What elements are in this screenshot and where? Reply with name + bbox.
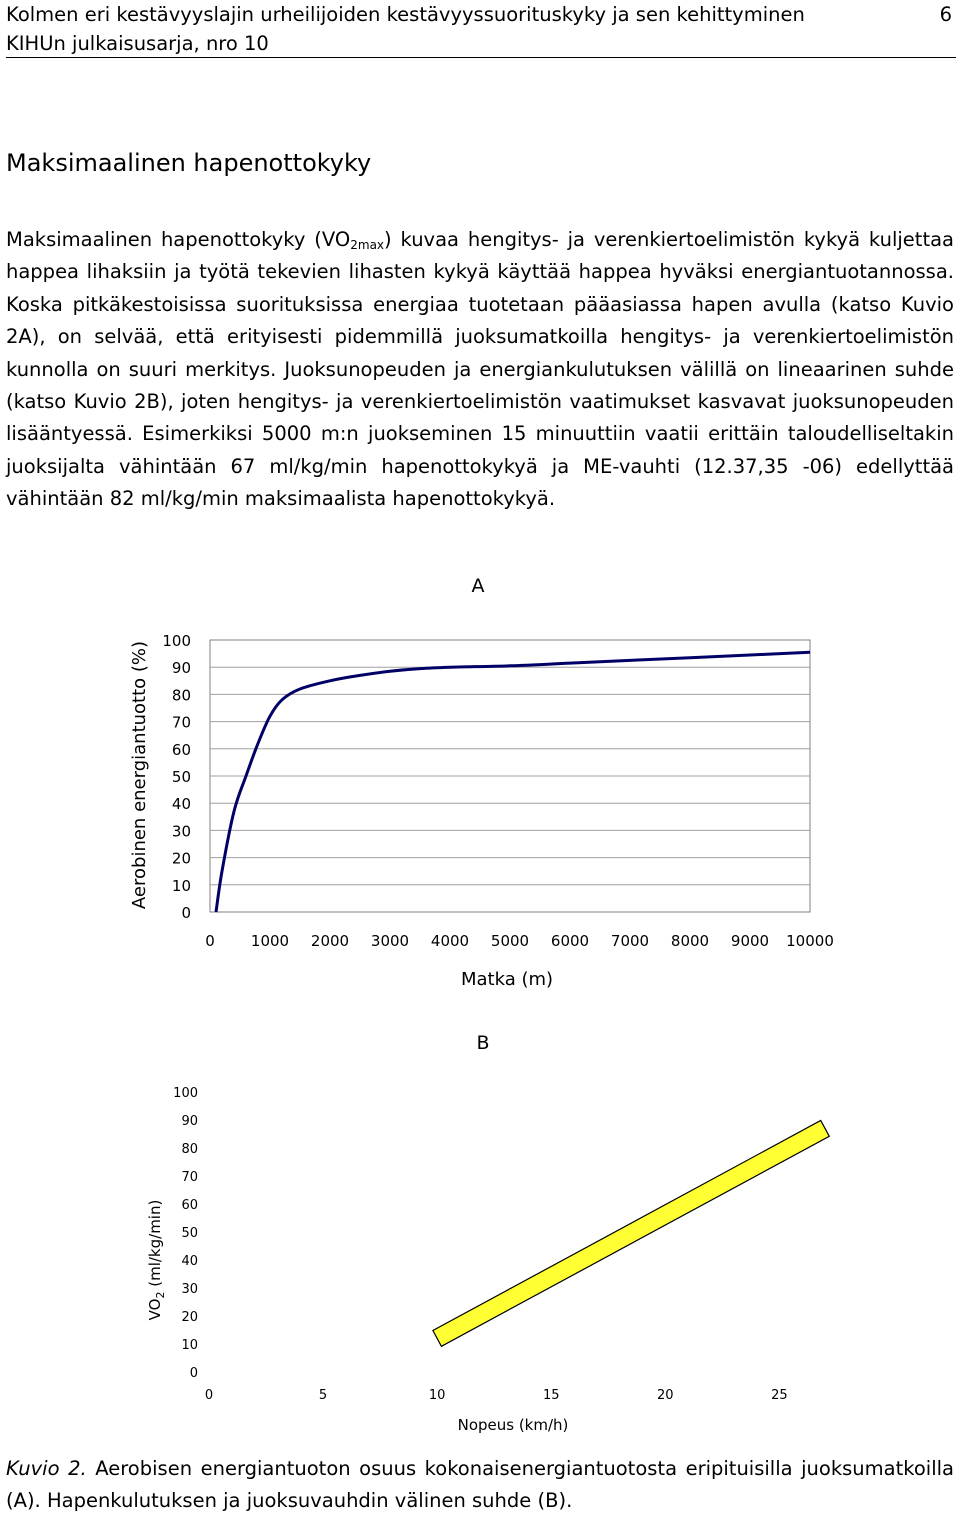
body-text-subscript: 2max bbox=[350, 238, 385, 252]
chart-b-y-tick-label: 70 bbox=[181, 1170, 198, 1185]
header-rule bbox=[6, 57, 956, 58]
chart-b bbox=[0, 1020, 960, 1450]
chart-b-y-tick-label: 30 bbox=[181, 1282, 198, 1297]
chart-a-x-tick-label: 1000 bbox=[250, 932, 290, 950]
body-text-part2: ) kuvaa hengitys- ja verenkiertoelimistön kykyä kuljettaa happea lihaksiin ja työtä tekevien lihasten kykyä käyttää happea hyväksi energiantuotannossa. Koska pitkäkestoisissa suorituksissa energiaa tuotetaan pääasiassa hapen avulla (katso Kuvio 2A), on selvää, että erityisesti pidemmillä juoksumatkoilla hengitys- ja verenkiertoelimistön kunnolla on suuri merkitys. Juoksunopeuden ja energiankulutuksen välillä on lineaarinen suhde (katso Kuvio 2B), joten hengitys- ja verenkiertoelimistön vaatimukset kasvavat juoksunopeuden lisääntyessä. Esimerkiksi 5000 m:n juokseminen 15 minuuttiin vaatii erittäin taloudelliseltakin juoksijalta vähintään 67 ml/kg/min hapenottokykyä ja ME-vauhti (12.37,35 -06) edellyttää vähintään 82 ml/kg/min maksimaalista hapenottokykyä. bbox=[6, 228, 954, 511]
chart-a-y-tick-label: 50 bbox=[171, 768, 191, 786]
chart-a-y-tick-label: 80 bbox=[171, 686, 191, 705]
chart-a-y-ticks bbox=[162, 632, 191, 922]
chart-a-x-tick-label: 3000 bbox=[370, 932, 410, 950]
chart-b-y-tick-label: 60 bbox=[181, 1198, 198, 1213]
chart-b-y-tick-label: 20 bbox=[181, 1310, 198, 1325]
chart-b-y-tick-label: 50 bbox=[181, 1226, 198, 1241]
chart-b-y-ticks bbox=[173, 1086, 198, 1381]
caption-text: Aerobisen energiantuoton osuus kokonaisenergiantuotosta eripituisilla juoksumatkoilla (A). Hapenkulutuksen ja juoksuvauhdin välinen suhde (B). bbox=[6, 1457, 954, 1512]
chart-a-y-tick-label: 20 bbox=[171, 849, 191, 868]
chart-a bbox=[0, 565, 960, 1005]
chart-b-ylabel-rest: (ml/kg/min) bbox=[146, 1199, 164, 1292]
chart-b-data-band bbox=[433, 1121, 829, 1347]
chart-b-y-tick-label: 90 bbox=[181, 1114, 198, 1129]
page-number: 6 bbox=[939, 3, 952, 26]
caption-label: Kuvio 2. bbox=[6, 1457, 87, 1480]
body-text-part1: Maksimaalinen hapenottokyky (VO bbox=[6, 228, 351, 251]
chart-b-x-tick-label: 10 bbox=[428, 1388, 446, 1403]
chart-a-x-tick-label: 5000 bbox=[490, 932, 530, 950]
chart-b-x-ticks bbox=[205, 1388, 788, 1403]
chart-b-x-tick-label: 0 bbox=[204, 1388, 214, 1403]
section-title: Maksimaalinen hapenottokyky bbox=[6, 149, 372, 177]
chart-b-y-tick-label: 40 bbox=[181, 1254, 198, 1269]
chart-a-x-tick-label: 0 bbox=[205, 932, 215, 950]
running-header-series: KIHUn julkaisusarja, nro 10 bbox=[6, 32, 269, 55]
chart-b-y-tick-label: 10 bbox=[181, 1338, 198, 1353]
chart-b-ylabel-main: VO bbox=[146, 1298, 164, 1321]
chart-b-ylabel-sub: 2 bbox=[154, 1291, 167, 1299]
chart-a-x-tick-label: 4000 bbox=[430, 932, 470, 950]
figure-caption bbox=[6, 1453, 954, 1517]
chart-a-y-tick-label: 0 bbox=[181, 904, 191, 922]
chart-b-y-tick-label: 100 bbox=[173, 1086, 198, 1101]
chart-a-ylabel: Aerobinen energiantuotto (%) bbox=[129, 640, 150, 910]
chart-b-x-tick-label: 25 bbox=[771, 1388, 788, 1403]
body-paragraph bbox=[6, 224, 954, 516]
chart-a-y-tick-label: 60 bbox=[171, 740, 191, 759]
chart-b-x-tick-label: 20 bbox=[657, 1388, 674, 1403]
chart-a-y-tick-label: 30 bbox=[171, 822, 191, 841]
chart-a-y-tick-label: 70 bbox=[171, 713, 191, 732]
chart-b-x-tick-label: 5 bbox=[318, 1388, 328, 1403]
chart-b-title: B bbox=[476, 1032, 490, 1054]
chart-a-xlabel: Matka (m) bbox=[460, 969, 554, 990]
chart-a-x-tick-label: 7000 bbox=[610, 932, 650, 950]
chart-b-y-tick-label: 80 bbox=[181, 1142, 198, 1157]
chart-a-y-tick-label: 100 bbox=[162, 632, 191, 650]
chart-a-x-tick-label: 8000 bbox=[670, 932, 710, 950]
chart-a-x-tick-label: 10000 bbox=[786, 932, 834, 950]
chart-a-x-tick-label: 9000 bbox=[730, 932, 770, 950]
chart-a-title: A bbox=[471, 575, 485, 597]
chart-a-x-tick-label: 2000 bbox=[310, 932, 350, 950]
chart-a-y-tick-label: 10 bbox=[171, 876, 191, 895]
running-header-title: Kolmen eri kestävyyslajin urheilijoiden kestävyyssuorituskyky ja sen kehittyminen bbox=[6, 3, 805, 26]
chart-b-x-tick-label: 15 bbox=[542, 1388, 560, 1403]
chart-a-x-ticks bbox=[205, 932, 834, 950]
chart-b-ylabel bbox=[146, 1200, 167, 1321]
chart-a-y-tick-label: 40 bbox=[171, 795, 191, 814]
chart-a-x-tick-label: 6000 bbox=[550, 932, 590, 950]
chart-b-y-tick-label: 0 bbox=[189, 1366, 198, 1381]
chart-a-y-tick-label: 90 bbox=[171, 659, 191, 678]
chart-b-xlabel: Nopeus (km/h) bbox=[457, 1416, 569, 1434]
